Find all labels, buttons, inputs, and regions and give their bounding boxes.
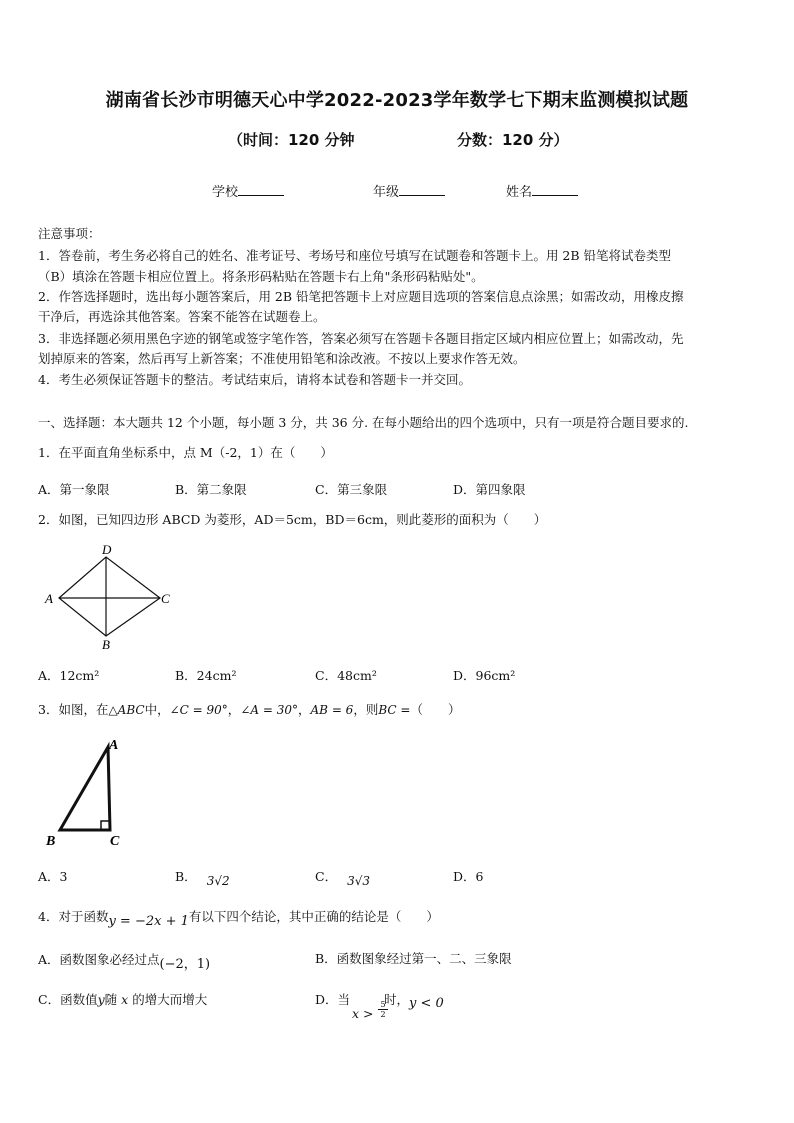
q3-mid: 中， — [144, 702, 170, 717]
q4-option-d[interactable] — [315, 990, 350, 1008]
triangle-outline — [60, 747, 110, 830]
q3-option-c[interactable]: C． 3√3 — [315, 869, 370, 888]
q3-end: （ ） — [410, 702, 461, 717]
note-line: 4．考生必须保证答题卡的整洁。考试结束后，请将本试卷和答题卡一并交回。 — [38, 372, 471, 387]
school-field — [212, 181, 284, 200]
exam-score: 分数：120 分） — [457, 131, 569, 149]
label-b: B — [46, 834, 56, 849]
q1-option-c[interactable]: C．第三象限 — [315, 482, 388, 497]
q4-d-pre: D．当 — [315, 992, 351, 1007]
school-label: 学校 — [212, 185, 239, 200]
q1-option-d[interactable]: D．第四象限 — [453, 482, 526, 497]
q4-function: y = −2x + 1 — [108, 914, 189, 929]
grade-field — [373, 181, 445, 200]
note-line: 2．作答选择题时，选出每小题答案后，用 2B 铅笔把答题卡上对应题目选项的答案信息点涂黑；如需改动，用橡皮擦 — [38, 289, 684, 304]
q4-option-a-point: (−2，1) — [159, 957, 211, 972]
q4-d-rest: 时，y < 0 — [384, 992, 444, 1011]
label-b: B — [102, 637, 110, 652]
question-4-stem — [38, 907, 439, 929]
q3-cond-ab: AB = 6 — [310, 703, 354, 717]
exam-time: （时间：120 分钟 — [228, 131, 355, 149]
q3-option-b-value: 3√2 — [206, 874, 230, 888]
q4-end: 有以下四个结论，其中正确的结论是（ ） — [188, 909, 439, 924]
section-heading: 一、选择题：本大题共 12 个小题，每小题 3 分，共 36 分. 在每小题给出的四个选项中，只有一项是符合题目要求的. — [38, 415, 689, 430]
q3-option-a[interactable]: A．3 — [38, 869, 68, 884]
q4-d-numerator: 5 — [378, 1000, 388, 1010]
school-blank — [238, 183, 284, 196]
question-3-stem: 3．如图，在△ABC中，∠C = 90°，∠A = 30°，AB = 6，则BC =（ ） — [38, 702, 461, 717]
note-line: 1．答卷前，考生务必将自己的姓名、准考证号、考场号和座位号填写在试题卷和答题卡上。用 2B 铅笔将试卷类型 — [38, 248, 672, 263]
rhombus-figure — [36, 540, 186, 652]
q3-option-b[interactable]: B． 3√2 — [175, 869, 230, 888]
q4-option-a[interactable]: A．函数图象必经过点(−2，1) — [38, 952, 211, 972]
q3-option-d[interactable]: D．6 — [453, 869, 484, 884]
grade-blank — [399, 183, 445, 196]
q4-prefix: 4．对于函数 — [38, 909, 109, 924]
question-2-stem: 2．如图，已知四边形 ABCD 为菱形，AD＝5cm，BD＝6cm，则此菱形的面积为（ ） — [38, 512, 547, 527]
q3-cond-a: ∠A = 30° — [240, 703, 298, 717]
note-line: 划掉原来的答案，然后再写上新答案；不准使用铅笔和涂改液。不按以上要求作答无效。 — [38, 351, 526, 366]
q3-target: BC = — [378, 703, 411, 717]
label-d: D — [102, 542, 112, 557]
exam-title: 湖南省长沙市明德天心中学2022-2023学年数学七下期末监测模拟试题 — [105, 90, 689, 111]
rhombus-outline — [59, 557, 160, 636]
label-c: C — [110, 834, 120, 849]
q4-option-b[interactable]: B．函数图象经过第一、二、三象限 — [315, 951, 512, 966]
q4-var-x: x — [121, 992, 129, 1007]
q4-d-denominator: 2 — [380, 1010, 386, 1019]
note-line: 3．非选择题必须用黑色字迹的钢笔或签字笔作答，答案必须写在答题卡各题目指定区域内相应位置上；如需改动，先 — [38, 331, 684, 346]
question-1-stem: 1．在平面直角坐标系中，点 M（-2，1）在（ ） — [38, 445, 333, 460]
name-field — [506, 181, 578, 200]
triangle-figure — [40, 732, 140, 852]
name-blank — [532, 183, 578, 196]
q1-option-b[interactable]: B．第二象限 — [175, 482, 247, 497]
note-line: （B）填涂在答题卡相应位置上。将条形码粘贴在答题卡右上角"条形码粘贴处"。 — [38, 269, 484, 284]
q1-option-a[interactable]: A．第一象限 — [38, 482, 110, 497]
label-a: A — [109, 738, 119, 753]
q3-prefix: 3．如图，在 — [38, 702, 109, 717]
q3-option-c-value: 3√3 — [347, 874, 370, 888]
name-label: 姓名 — [506, 185, 533, 200]
q2-option-c[interactable]: C．48cm² — [315, 668, 377, 683]
q2-option-d[interactable]: D．96cm² — [453, 668, 516, 683]
notes-heading: 注意事项： — [38, 226, 101, 241]
q3-cond-c: ∠C = 90° — [169, 703, 228, 717]
q4-var-y: y — [97, 992, 105, 1007]
note-line: 干净后，再选涂其他答案。答案不能答在试题卷上。 — [38, 309, 326, 324]
label-c: C — [161, 591, 170, 606]
q2-option-b[interactable]: B．24cm² — [175, 668, 237, 683]
q3-triangle: △ABC — [108, 703, 145, 717]
label-a: A — [45, 591, 53, 606]
grade-label: 年级 — [373, 185, 400, 200]
q4-option-c[interactable]: C．函数值y随 x 的增大而增大 — [38, 992, 208, 1007]
q4-d-condition: x > — [352, 1006, 374, 1021]
q3-then: ，则 — [353, 702, 379, 717]
q2-option-a[interactable]: A．12cm² — [38, 668, 100, 683]
